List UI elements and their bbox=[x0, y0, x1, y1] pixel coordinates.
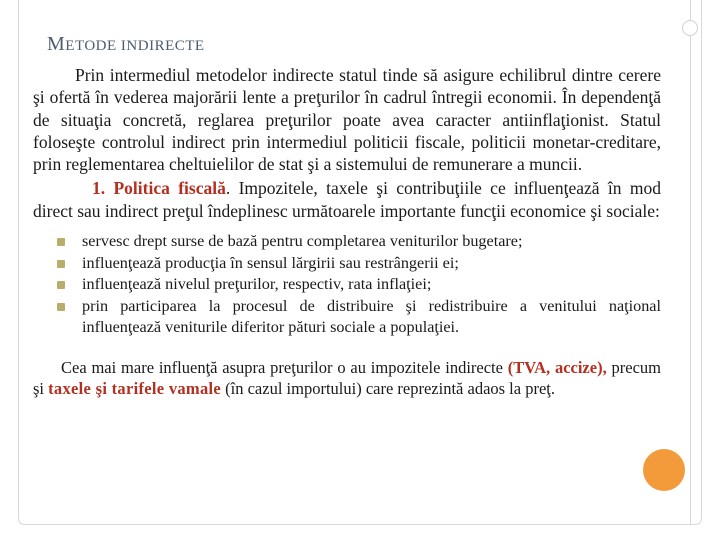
slide-content bbox=[33, 64, 661, 400]
closing-paragraph bbox=[33, 357, 661, 400]
intro-paragraph: Prin intermediul metodelor indirecte statul tinde să asigure echilibrul dintre cerere şi ofertă în vederea majorării lente a preţurilor în cadrul întregii economii. În dependenţă de situaţia concretă, reglarea preţurilor poate avea caracter antiinflaţionist. Statul foloseşte controlul indirect prin intermediul politicii fiscale, politicii monetar-creditare, prin reglementarea cheltuielilor de stat şi a sistemului de remunerare a muncii. bbox=[33, 65, 661, 175]
bullet-marker-icon bbox=[57, 238, 65, 246]
closing-highlight-tva: (TVA, accize), bbox=[507, 357, 607, 377]
bullet-marker-icon bbox=[57, 303, 65, 311]
list-item bbox=[82, 274, 661, 296]
list-item-text: influenţează producţia în sensul lărgirii sau restrângerii ei; bbox=[82, 253, 459, 272]
list-item-text: prin participarea la procesul de distribuire şi redistribuire a venitului naţional influenţează veniturile diferitor pături sociale a populaţiei. bbox=[82, 296, 661, 337]
closing-end: (în cazul importului) care reprezintă adaos la preţ. bbox=[221, 379, 555, 399]
closing-mid: precum şi bbox=[33, 357, 662, 399]
closing-start: Cea mai mare influenţă asupra preţurilor o au impozitele indirecte bbox=[61, 357, 508, 377]
decor-circle-top bbox=[682, 20, 698, 36]
section-paragraph bbox=[33, 177, 661, 222]
slide-title bbox=[47, 33, 205, 56]
slide-title-initial: M bbox=[47, 33, 66, 55]
decor-circle-orange bbox=[643, 449, 685, 491]
list-item bbox=[82, 253, 661, 275]
bullet-marker-icon bbox=[57, 281, 65, 289]
section-text: . Impozitele, taxele şi contribuţiile ce influenţează în mod direct sau indirect preţul îndeplinesc următoarele importante funcţii economice şi sociale: bbox=[33, 178, 661, 221]
functions-list bbox=[33, 231, 661, 339]
slide-title-rest: ETODE INDIRECTE bbox=[65, 38, 205, 54]
closing-highlight-customs: taxele şi tarifele vamale bbox=[48, 379, 222, 399]
list-item-text: servesc drept surse de bază pentru completarea veniturilor bugetare; bbox=[82, 232, 523, 251]
bullet-marker-icon bbox=[57, 260, 65, 268]
slide-frame-line bbox=[690, 0, 691, 524]
list-item bbox=[82, 296, 661, 339]
section-heading: 1. Politica fiscală bbox=[92, 178, 226, 199]
list-item-text: influenţează nivelul preţurilor, respectiv, rata inflaţiei; bbox=[82, 275, 432, 294]
list-item bbox=[82, 231, 661, 253]
